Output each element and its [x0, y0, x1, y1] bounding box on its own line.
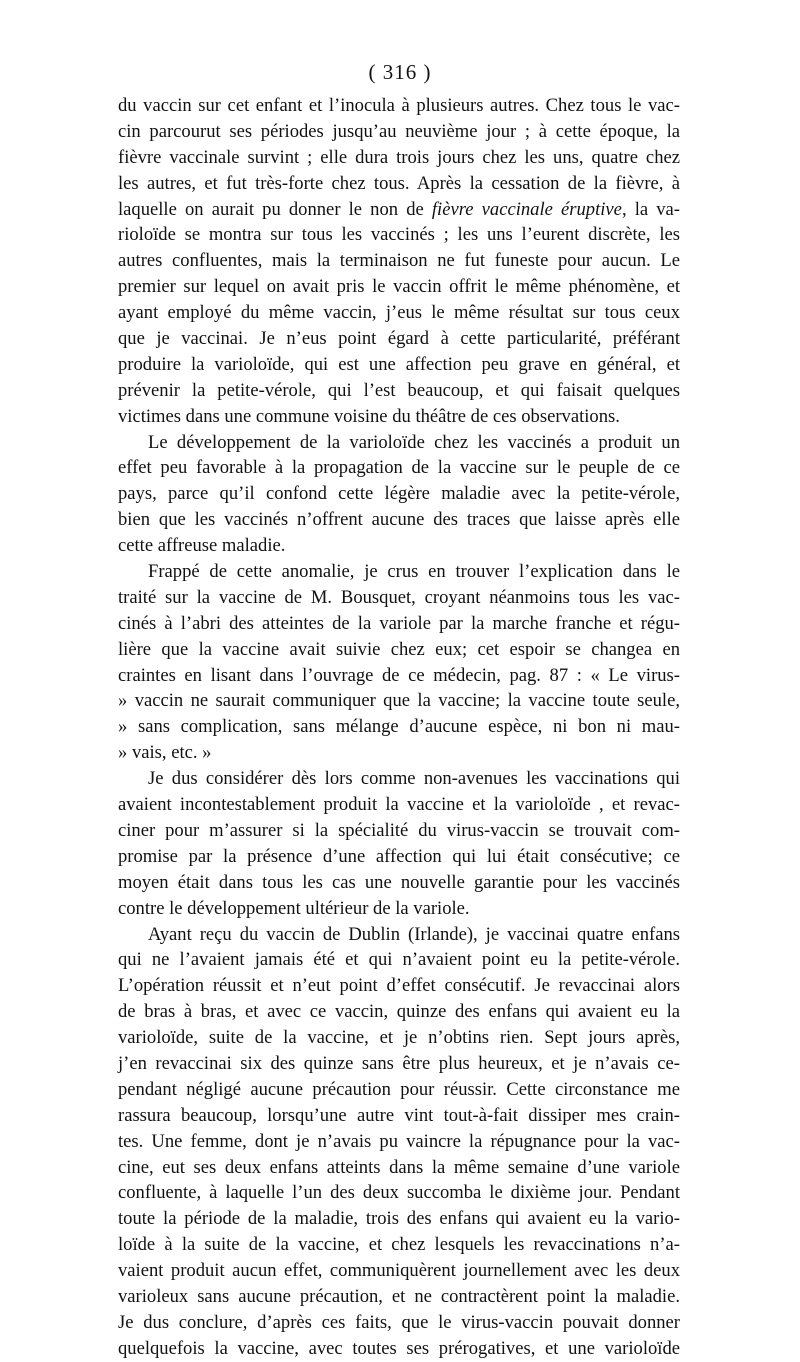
text-line: pendant négligé aucune précaution pour réussir. Cette circonstance me — [118, 1078, 680, 1100]
text-line: » sans complication, sans mélange d’aucune espèce, ni bon ni mau- — [118, 716, 680, 738]
text-segment: laquelle on aurait pu donner le non de — [118, 198, 432, 220]
text-line: les autres, et fut très-forte chez tous. Après la cessation de la fièvre, à — [118, 172, 680, 194]
text-line: premier sur lequel on avait pris le vaccin offrit le même phénomène, et — [118, 276, 680, 298]
text-line: » vaccin ne saurait communiquer que la vaccine; la vaccine toute seule, — [118, 690, 680, 712]
text-line: ciner pour m’assurer si la spécialité du virus-vaccin se trouvait com- — [118, 819, 680, 841]
text-line: Frappé de cette anomalie, je crus en trouver l’explication dans le — [148, 561, 680, 583]
text-line: pays, parce qu’il confond cette légère maladie avec la petite-vérole, — [118, 483, 680, 505]
text-line: bien que les vaccinés n’offrent aucune des traces que laisse après elle — [118, 509, 680, 531]
text-line: produire la varioloïde, qui est une affection peu grave en général, et — [118, 353, 680, 375]
text-line: vaient produit aucun effet, communiquèrent journellement avec les deux — [118, 1260, 680, 1282]
text-line: toute la période de la maladie, trois des enfans qui avaient eu la vario- — [118, 1208, 680, 1230]
text-line: L’opération réussit et n’eut point d’effet consécutif. Je revaccinai alors — [118, 975, 680, 997]
text-line: autres confluentes, mais la terminaison ne fut funeste pour aucun. Le — [118, 250, 680, 272]
text-line: » vais, etc. » — [118, 742, 212, 764]
text-line: craintes en lisant dans l’ouvrage de ce médecin, pag. 87 : « Le virus- — [118, 664, 680, 686]
text-line — [118, 197, 680, 223]
italic-phrase: fièvre vaccinale éruptive — [431, 198, 622, 220]
text-line: j’en revaccinai six des quinze sans être plus heureux, et je n’avais ce- — [118, 1052, 680, 1074]
text-line: varioleux sans aucune précaution, et ne contractèrent point la maladie. — [118, 1285, 680, 1307]
text-line: cine, eut ses deux enfans atteints dans la même semaine d’une variole — [118, 1156, 680, 1178]
text-line: cette affreuse maladie. — [118, 535, 286, 557]
text-line: effet peu favorable à la propagation de la vaccine sur le peuple de ce — [118, 457, 680, 479]
text-line: de bras à bras, et avec ce vaccin, quinze des enfans qui avaient eu la — [118, 1001, 680, 1023]
text-line: confluente, à laquelle l’un des deux succomba le dixième jour. Pendant — [118, 1182, 680, 1204]
text-line: traité sur la vaccine de M. Bousquet, croyant néanmoins tous les vac- — [118, 586, 680, 608]
text-line: contre le développement ultérieur de la variole. — [118, 897, 470, 919]
text-line: Ayant reçu du vaccin de Dublin (Irlande), je vaccinai quatre enfans — [148, 923, 680, 945]
text-line: moyen était dans tous les cas une nouvelle garantie pour les vaccinés — [118, 871, 680, 893]
text-line: avaient incontestablement produit la vaccine et la varioloïde , et revac- — [118, 794, 680, 816]
text-line: rioloïde se montra sur tous les vaccinés ; les uns l’eurent discrète, les — [118, 224, 680, 246]
text-line: fièvre vaccinale survint ; elle dura trois jours chez les uns, quatre chez — [118, 146, 680, 168]
text-line: loïde à la suite de la vaccine, et chez lesquels les revaccinations n’a- — [118, 1234, 680, 1256]
text-line: cin parcourut ses périodes jusqu’au neuvième jour ; à cette époque, la — [118, 120, 680, 142]
text-segment: , la va- — [621, 198, 681, 220]
text-line: varioloïde, suite de la vaccine, et je n’obtins rien. Sept jours après, — [118, 1027, 680, 1049]
text-line: ayant employé du même vaccin, j’eus le même résultat sur tous ceux — [118, 302, 680, 324]
text-line: cinés à l’abri des atteintes de la variole par la marche franche et régu- — [118, 612, 680, 634]
text-line: quelquefois la vaccine, avec toutes ses prérogatives, et une varioloïde — [118, 1337, 680, 1359]
text-line: victimes dans une commune voisine du théâtre de ces observations. — [118, 405, 620, 427]
text-line: lière que la vaccine avait suivie chez eux; cet espoir se changea en — [118, 638, 680, 660]
body-text — [118, 93, 680, 1362]
text-line: tes. Une femme, dont je n’avais pu vaincre la répugnance pour la vac- — [118, 1130, 680, 1152]
text-line: qui ne l’avaient jamais été et qui n’avaient point eu la petite-vérole. — [118, 949, 680, 971]
text-line: que je vaccinai. Je n’eus point égard à cette particularité, préférant — [118, 328, 680, 350]
text-line: Je dus conclure, d’après ces faits, que le virus-vaccin pouvait donner — [118, 1311, 680, 1333]
page-number: ( 316 ) — [368, 60, 432, 84]
text-line: du vaccin sur cet enfant et l’inocula à plusieurs autres. Chez tous le vac- — [118, 95, 680, 116]
text-line: Je dus considérer dès lors comme non-avenues les vaccinations qui — [148, 768, 680, 790]
text-line: rassura beaucoup, lorsqu’une autre vint tout-à-fait dissiper mes crain- — [118, 1104, 680, 1126]
text-line: prévenir la petite-vérole, qui l’est beaucoup, et qui faisait quelques — [118, 379, 680, 401]
text-line: promise par la présence d’une affection qui lui était consécutive; ce — [118, 845, 680, 867]
text-line: Le développement de la varioloïde chez les vaccinés a produit un — [148, 431, 680, 453]
